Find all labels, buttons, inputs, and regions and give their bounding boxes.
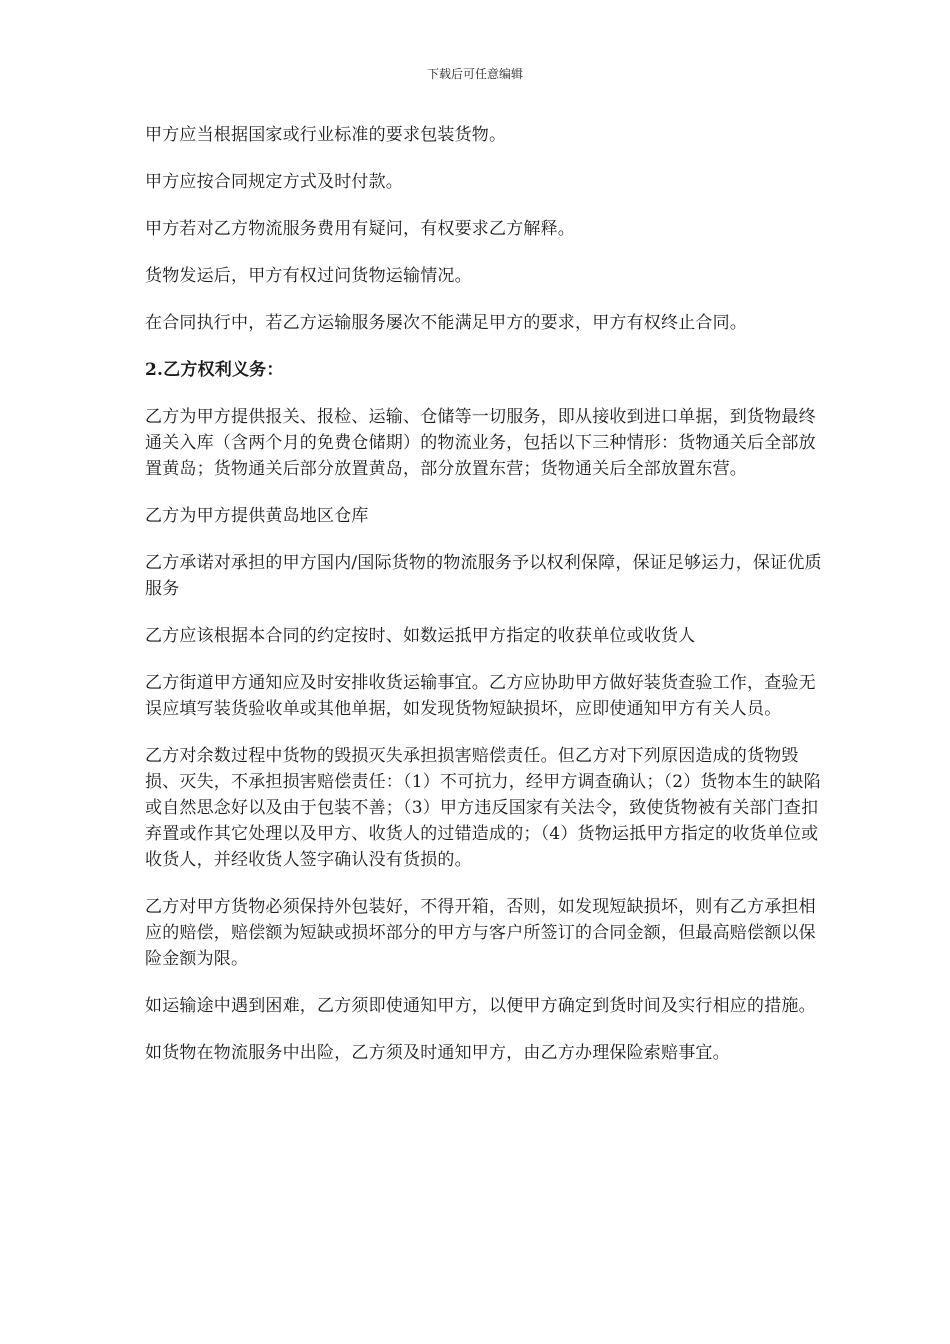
paragraph-party-b-services: 乙方为甲方提供报关、报检、运输、仓储等一切服务，即从接收到进口单据，到货物最终通关入库（含两个月的免费仓储期）的物流业务，包括以下三种情形：货物通关后全部放置黄岛；货物通关后部分放置黄岛，部分放置东营；货物通关后全部放置东营。 (145, 407, 816, 479)
paragraph-warehouse: 乙方为甲方提供黄岛地区仓库 (145, 506, 369, 526)
paragraph-fee-inquiry: 甲方若对乙方物流服务费用有疑问，有权要求乙方解释。 (145, 219, 575, 239)
paragraph-payment: 甲方应按合同规定方式及时付款。 (145, 172, 403, 192)
page-header-note: 下载后可任意编辑 (426, 67, 523, 81)
section-heading-party-b-rights: 2.乙方权利义务： (145, 360, 284, 380)
paragraph-transit-difficulty: 如运输途中遇到困难，乙方须即使通知甲方，以便甲方确定到货时间及实行相应的措施。 (145, 996, 816, 1016)
paragraph-insurance-claim: 如货物在物流服务中出险，乙方须及时通知甲方，由乙方办理保险索赔事宜。 (145, 1043, 730, 1063)
paragraph-termination: 在合同执行中，若乙方运输服务屡次不能满足甲方的要求，甲方有权终止合同。 (145, 313, 747, 333)
paragraph-packaging: 甲方应当根据国家或行业标准的要求包装货物。 (145, 125, 507, 145)
paragraph-packaging-compensation: 乙方对甲方货物必须保持外包装好，不得开箱，否则，如发现短缺损坏，则有乙方承担相应的赔偿，赔偿额为短缺或损坏部分的甲方与客户所签订的合同金额，但最高赔偿额以保险金额为限。 (145, 897, 816, 969)
paragraph-service-guarantee: 乙方承诺对承担的甲方国内/国际货物的物流服务予以权利保障，保证足够运力，保证优质服务 (145, 553, 822, 599)
paragraph-shipment-status: 货物发运后，甲方有权过问货物运输情况。 (145, 266, 472, 286)
document-body (145, 122, 825, 1087)
paragraph-liability: 乙方对余数过程中货物的毁损灭失承担损害赔偿责任。但乙方对下列原因造成的货物毁损、灭失，不承担损害赔偿责任：（1）不可抗力，经甲方调查确认；（2）货物本生的缺陷或自然思念好以及由于包装不善；（3）甲方违反国家有关法令，致使货物被有关部门查扣弃置或作其它处理以及甲方、收货人的过错造成的；（4）货物运抵甲方指定的收货单位或收货人，并经收货人签字确认没有货损的。 (145, 746, 821, 870)
paragraph-delivery: 乙方应该根据本合同的约定按时、如数运抵甲方指定的收获单位或收货人 (145, 626, 696, 646)
paragraph-receiving-arrangement: 乙方街道甲方通知应及时安排收货运输事宜。乙方应协助甲方做好装货查验工作，查验无误应填写装货验收单或其他单据，如发现货物短缺损坏，应即使通知甲方有关人员。 (145, 673, 816, 719)
